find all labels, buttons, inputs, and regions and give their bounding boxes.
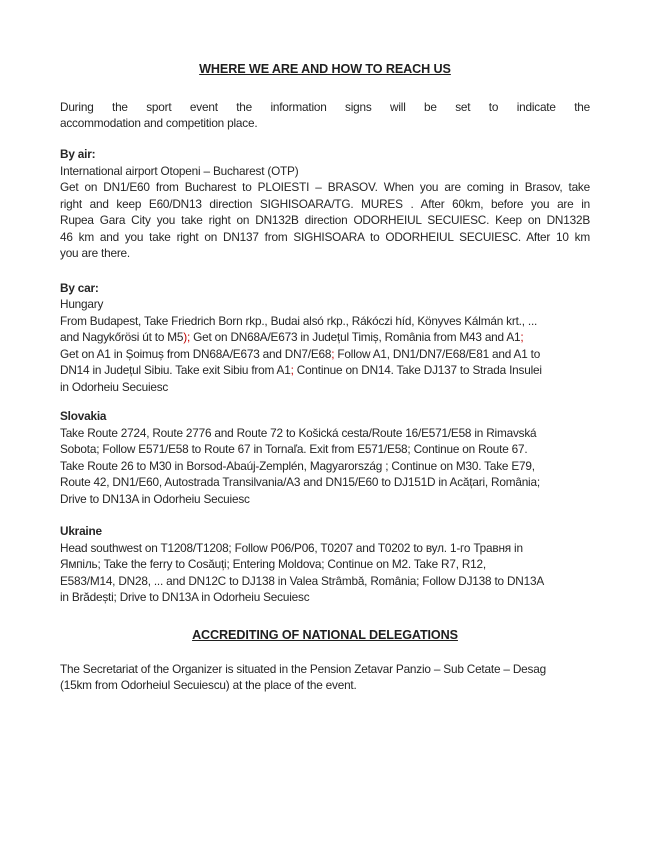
paragraph-line: Rupea Gara City you take right on DN132B direction ODORHEIUL SECUIESC. Keep on DN132B	[60, 213, 590, 227]
paragraph-line: right and keep E60/DN13 direction SIGHISOARA/TG. MURES . After 60km, before you are in	[60, 196, 590, 211]
paragraph-line: Take Route 2724, Route 2776 and Route 72 to Košická cesta/Route 16/E571/E58 in Rimavská	[60, 425, 537, 440]
paragraph-line: Drive to DN13A in Odorheiu Secuiesc	[60, 491, 250, 506]
ukraine-paragraph	[60, 540, 590, 606]
paragraph-line: in Odorheiu Secuiesc	[60, 379, 169, 394]
red-punctuation: ;	[331, 346, 335, 361]
by-car-heading: By car:	[60, 280, 99, 295]
accrediting-title: ACCREDITING OF NATIONAL DELEGATIONS	[192, 628, 458, 642]
country-heading-hungary: Hungary	[60, 297, 104, 311]
intro-paragraph	[60, 99, 590, 132]
red-punctuation: );	[183, 330, 191, 344]
hungary-paragraph	[60, 313, 590, 396]
paragraph-line: International airport Otopeni – Bucharest (OTP)	[60, 163, 299, 178]
country-heading-slovakia: Slovakia	[60, 409, 107, 423]
paragraph-line: in Brădești; Drive to DN13A in Odorheiu Secuiesc	[60, 590, 310, 604]
paragraph-line: Head southwest on T1208/T1208; Follow P06/P06, T0207 and T0202 to вул. 1-го Травня in	[60, 540, 523, 555]
paragraph-line	[60, 362, 590, 379]
text-segment: Follow A1, DN1/DN7/E68/E81 and A1 to	[334, 346, 541, 361]
paragraph-line: Sobota; Follow E571/E58 to Route 67 in Tornaľa. Exit from E571/E58; Continue on Route 67.	[60, 442, 528, 456]
slovakia-paragraph	[60, 425, 590, 508]
text-segment: Get on A1 in Șoimuș from DN68A/E673 and DN7/E68	[60, 346, 332, 361]
paragraph-line: The Secretariat of the Organizer is situated in the Pension Zetavar Panzio – Sub Cetate – Desag	[60, 661, 546, 676]
by-air-heading: By air:	[60, 147, 96, 161]
paragraph-line: E583/M14, DN28, ... and DN12C to DJ138 in Valea Strâmbă, România; Follow DJ138 to DN13A	[60, 573, 544, 588]
red-punctuation: ;	[520, 330, 524, 344]
paragraph-line: Route 42, DN1/E60, Autostrada Transilvania/A3 and DN15/E60 to DJ151D in Acățari, România;	[60, 475, 540, 489]
secretariat-paragraph	[60, 661, 590, 694]
paragraph-line: Ямпіль; Take the ferry to Cosăuți; Entering Moldova; Continue on M2. Take R7, R12,	[60, 557, 486, 571]
paragraph-line: During the sport event the information signs will be set to indicate the	[60, 99, 590, 114]
text-segment: Get on DN68A/E673 in Județul Timiș, România from M43 and A1	[190, 330, 521, 344]
country-heading-ukraine: Ukraine	[60, 524, 102, 538]
by-air-paragraph	[60, 163, 590, 262]
paragraph-line: (15km from Odorheiul Secuiescu) at the place of the event.	[60, 678, 357, 692]
paragraph-line: Get on DN1/E60 from Bucharest to PLOIESTI – BRASOV. When you are coming in Brasov, take	[60, 180, 590, 194]
paragraph-line: From Budapest, Take Friedrich Born rkp., Budai alsó rkp., Rákóczi híd, Könyves Kálmán krt., ...	[60, 313, 538, 328]
paragraph-line: 46 km and you take right on DN137 from SIGHISOARA to ODORHEIUL SECUIESC. After 10 km	[60, 229, 590, 244]
page-title: WHERE WE ARE AND HOW TO REACH US	[199, 62, 451, 76]
paragraph-line	[60, 346, 590, 363]
paragraph-line: Take Route 26 to M30 in Borsod-Abaúj-Zemplén, Magyarország ; Continue on M30. Take E79,	[60, 458, 535, 473]
paragraph-line: accommodation and competition place.	[60, 116, 258, 130]
paragraph-line	[60, 329, 590, 346]
text-segment: Continue on DN14. Take DJ137 to Strada Insulei	[293, 363, 542, 377]
paragraph-line: you are there.	[60, 246, 130, 260]
red-punctuation: ;	[290, 363, 294, 377]
text-segment: DN14 in Județul Sibiu. Take exit Sibiu from A1	[60, 363, 291, 377]
text-segment: and Nagykőrösi út to M5	[60, 330, 184, 344]
